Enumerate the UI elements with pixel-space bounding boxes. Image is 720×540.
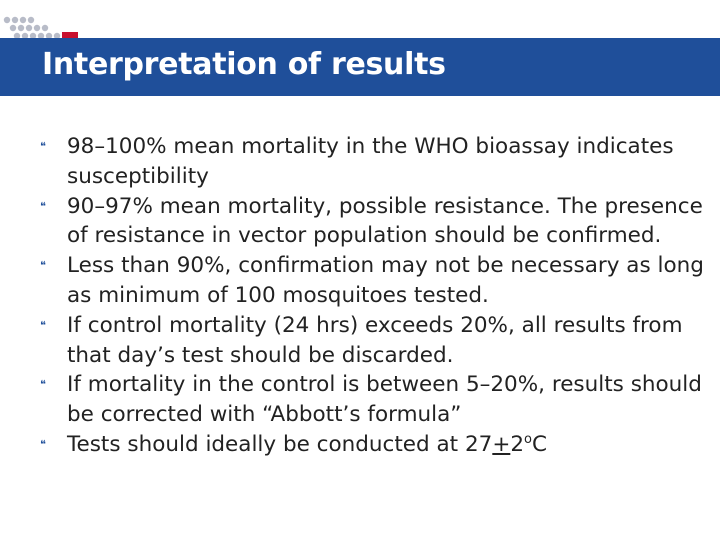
bullet-item <box>40 370 705 430</box>
quote-bullet-icon: ❝ <box>40 378 46 392</box>
bullet-text: 98–100% mean mortality in the WHO bioassay indicates susceptibility <box>67 134 674 189</box>
bullet-text-prefix: Tests should ideally be conducted at 27 <box>67 431 493 457</box>
bullet-item <box>40 430 705 460</box>
bullet-text: If control mortality (24 hrs) exceeds 20%, all results from that day’s test should be discarded. <box>67 312 683 368</box>
bullet-list <box>40 132 705 460</box>
quote-bullet-icon: ❝ <box>40 259 46 273</box>
quote-bullet-icon: ❝ <box>40 199 46 213</box>
bullet-text: 90–97% mean mortality, possible resistance. The presence of resistance in vector population should be confirmed. <box>67 193 703 249</box>
quote-bullet-icon: ❝ <box>40 140 46 153</box>
bullet-item <box>40 192 705 252</box>
bullet-text: Less than 90%, confirmation may not be necessary as long as minimum of 100 mosquitoes tested. <box>67 253 704 308</box>
bullet-text: If mortality in the control is between 5–20%, results should be corrected with “Abbott’s formula” <box>67 372 702 428</box>
temperature-unit: C <box>531 431 547 457</box>
degree-superscript: o <box>524 431 532 447</box>
plus-minus-underlined: + <box>492 431 511 457</box>
slide-title: Interpretation of results <box>42 47 446 82</box>
bullet-item <box>40 132 705 192</box>
quote-bullet-icon: ❝ <box>40 437 46 451</box>
quote-bullet-icon: ❝ <box>40 318 46 332</box>
bullet-item <box>40 251 705 311</box>
bullet-item <box>40 311 705 371</box>
bullet-text-suffix: 2 <box>510 431 525 457</box>
